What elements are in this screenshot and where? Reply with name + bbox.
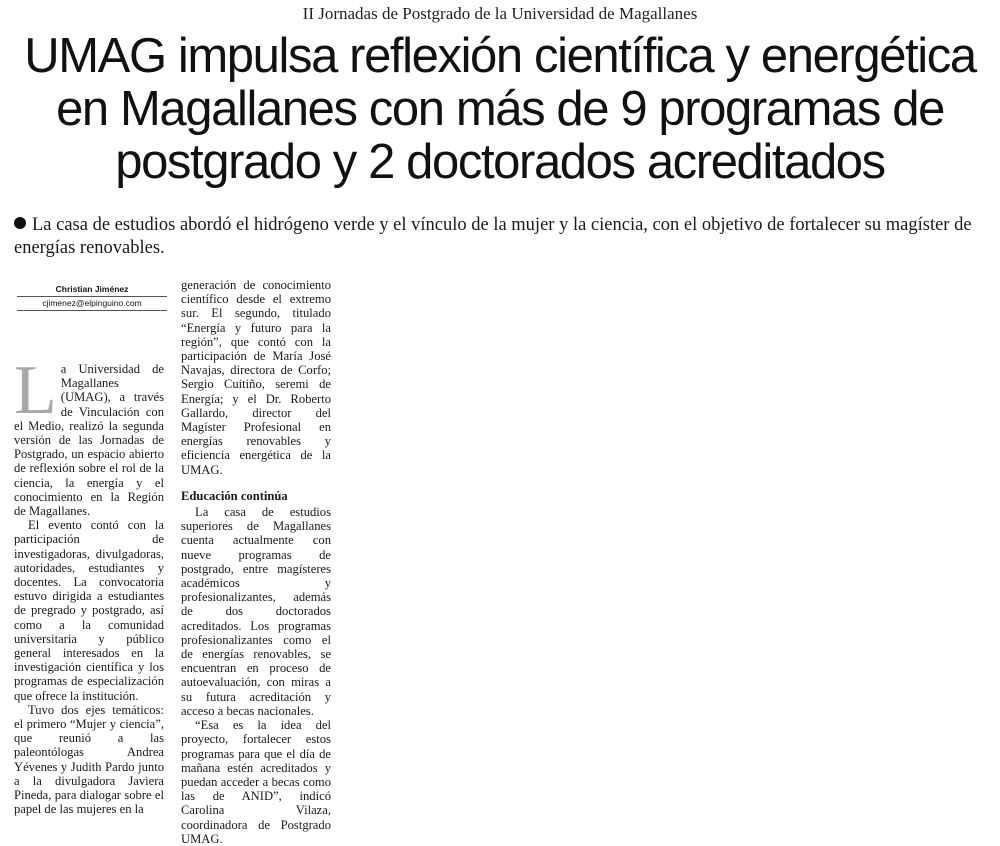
author-email: cjimenez@elpinguino.com [17,297,167,311]
article-column-1 [14,352,164,817]
headline-line-1: UMAG impulsa reflexión científica y energética [24,29,976,83]
byline [17,283,167,311]
author-name: Christian Jiménez [17,283,167,297]
article-paragraph-5: La casa de estudios superiores de Magallanes cuenta actualmente con nueve programas de postgrado, entre magísteres académicos y profesionalizantes, además de dos doctorados acreditados. Los programas profesionalizantes como el de energías renovables, se encuentran en proceso de autoevaluación, con miras a su futura acreditación y acceso a becas nacionales. [181,505,331,718]
headline-line-2: en Magallanes con más de 9 programas de [56,82,944,136]
article-column-2 [181,278,331,846]
article-paragraph-1 [14,352,164,519]
article-paragraph-6: “Esa es la idea del proyecto, fortalecer estos programas para que el día de mañana estén acreditados y puedan acceder a becas como las de ANID”, indicó Carolina Vilaza, coordinadora de Postgrado UMAG. [181,718,331,846]
article-paragraph-1-text: a Universidad de Magallanes (UMAG), a través de Vinculación con el Medio, realizó la segunda versión de las Jornadas de Postgrado, un espacio abierto de reflexión sobre el rol de la ciencia, la energía y el conocimiento en la Región de Magallanes. [14,362,164,519]
headline [10,30,990,189]
section-subtitle: Educación continúa [181,488,288,503]
article-paragraph-3: Tuvo dos ejes temáticos: el primero “Mujer y ciencia”, que reunió a las paleontólogas Andrea Yévenes y Judith Pardo junto a la divulgadora Javiera Pineda, para dialogar sobre el papel de las mujeres en la [14,702,164,817]
headline-line-3: postgrado y 2 doctorados acreditados [115,135,885,189]
subheadline [14,214,974,260]
drop-cap: L [14,352,57,429]
bullet-icon [14,217,26,229]
kicker: II Jornadas de Postgrado de la Universidad de Magallanes [302,4,698,23]
article-paragraph-2: El evento contó con la participación de investigadoras, divulgadoras, autoridades, estudiantes y docentes. La convocatoria estuvo dirigida a estudiantes de pregrado y postgrado, así como a la comunidad universitaria y público general interesados en la investigación científica y los programas de especialización que ofrece la institución. [14,518,164,703]
article-paragraph-4: generación de conocimiento científico desde el extremo sur. El segundo, titulado “Energía y futuro para la región”, que contó con la participación de María José Navajas, directora de Corfo; Sergio Cuitiño, seremi de Energía; y el Dr. Roberto Gallardo, director del Magíster Profesional en energías renovables y eficiencia energética de la UMAG. [181,278,331,477]
subheadline-text: La casa de estudios abordó el hidrógeno verde y el vínculo de la mujer y la ciencia, con el objetivo de fortalecer su magíster de energías renovables. [14,215,972,258]
